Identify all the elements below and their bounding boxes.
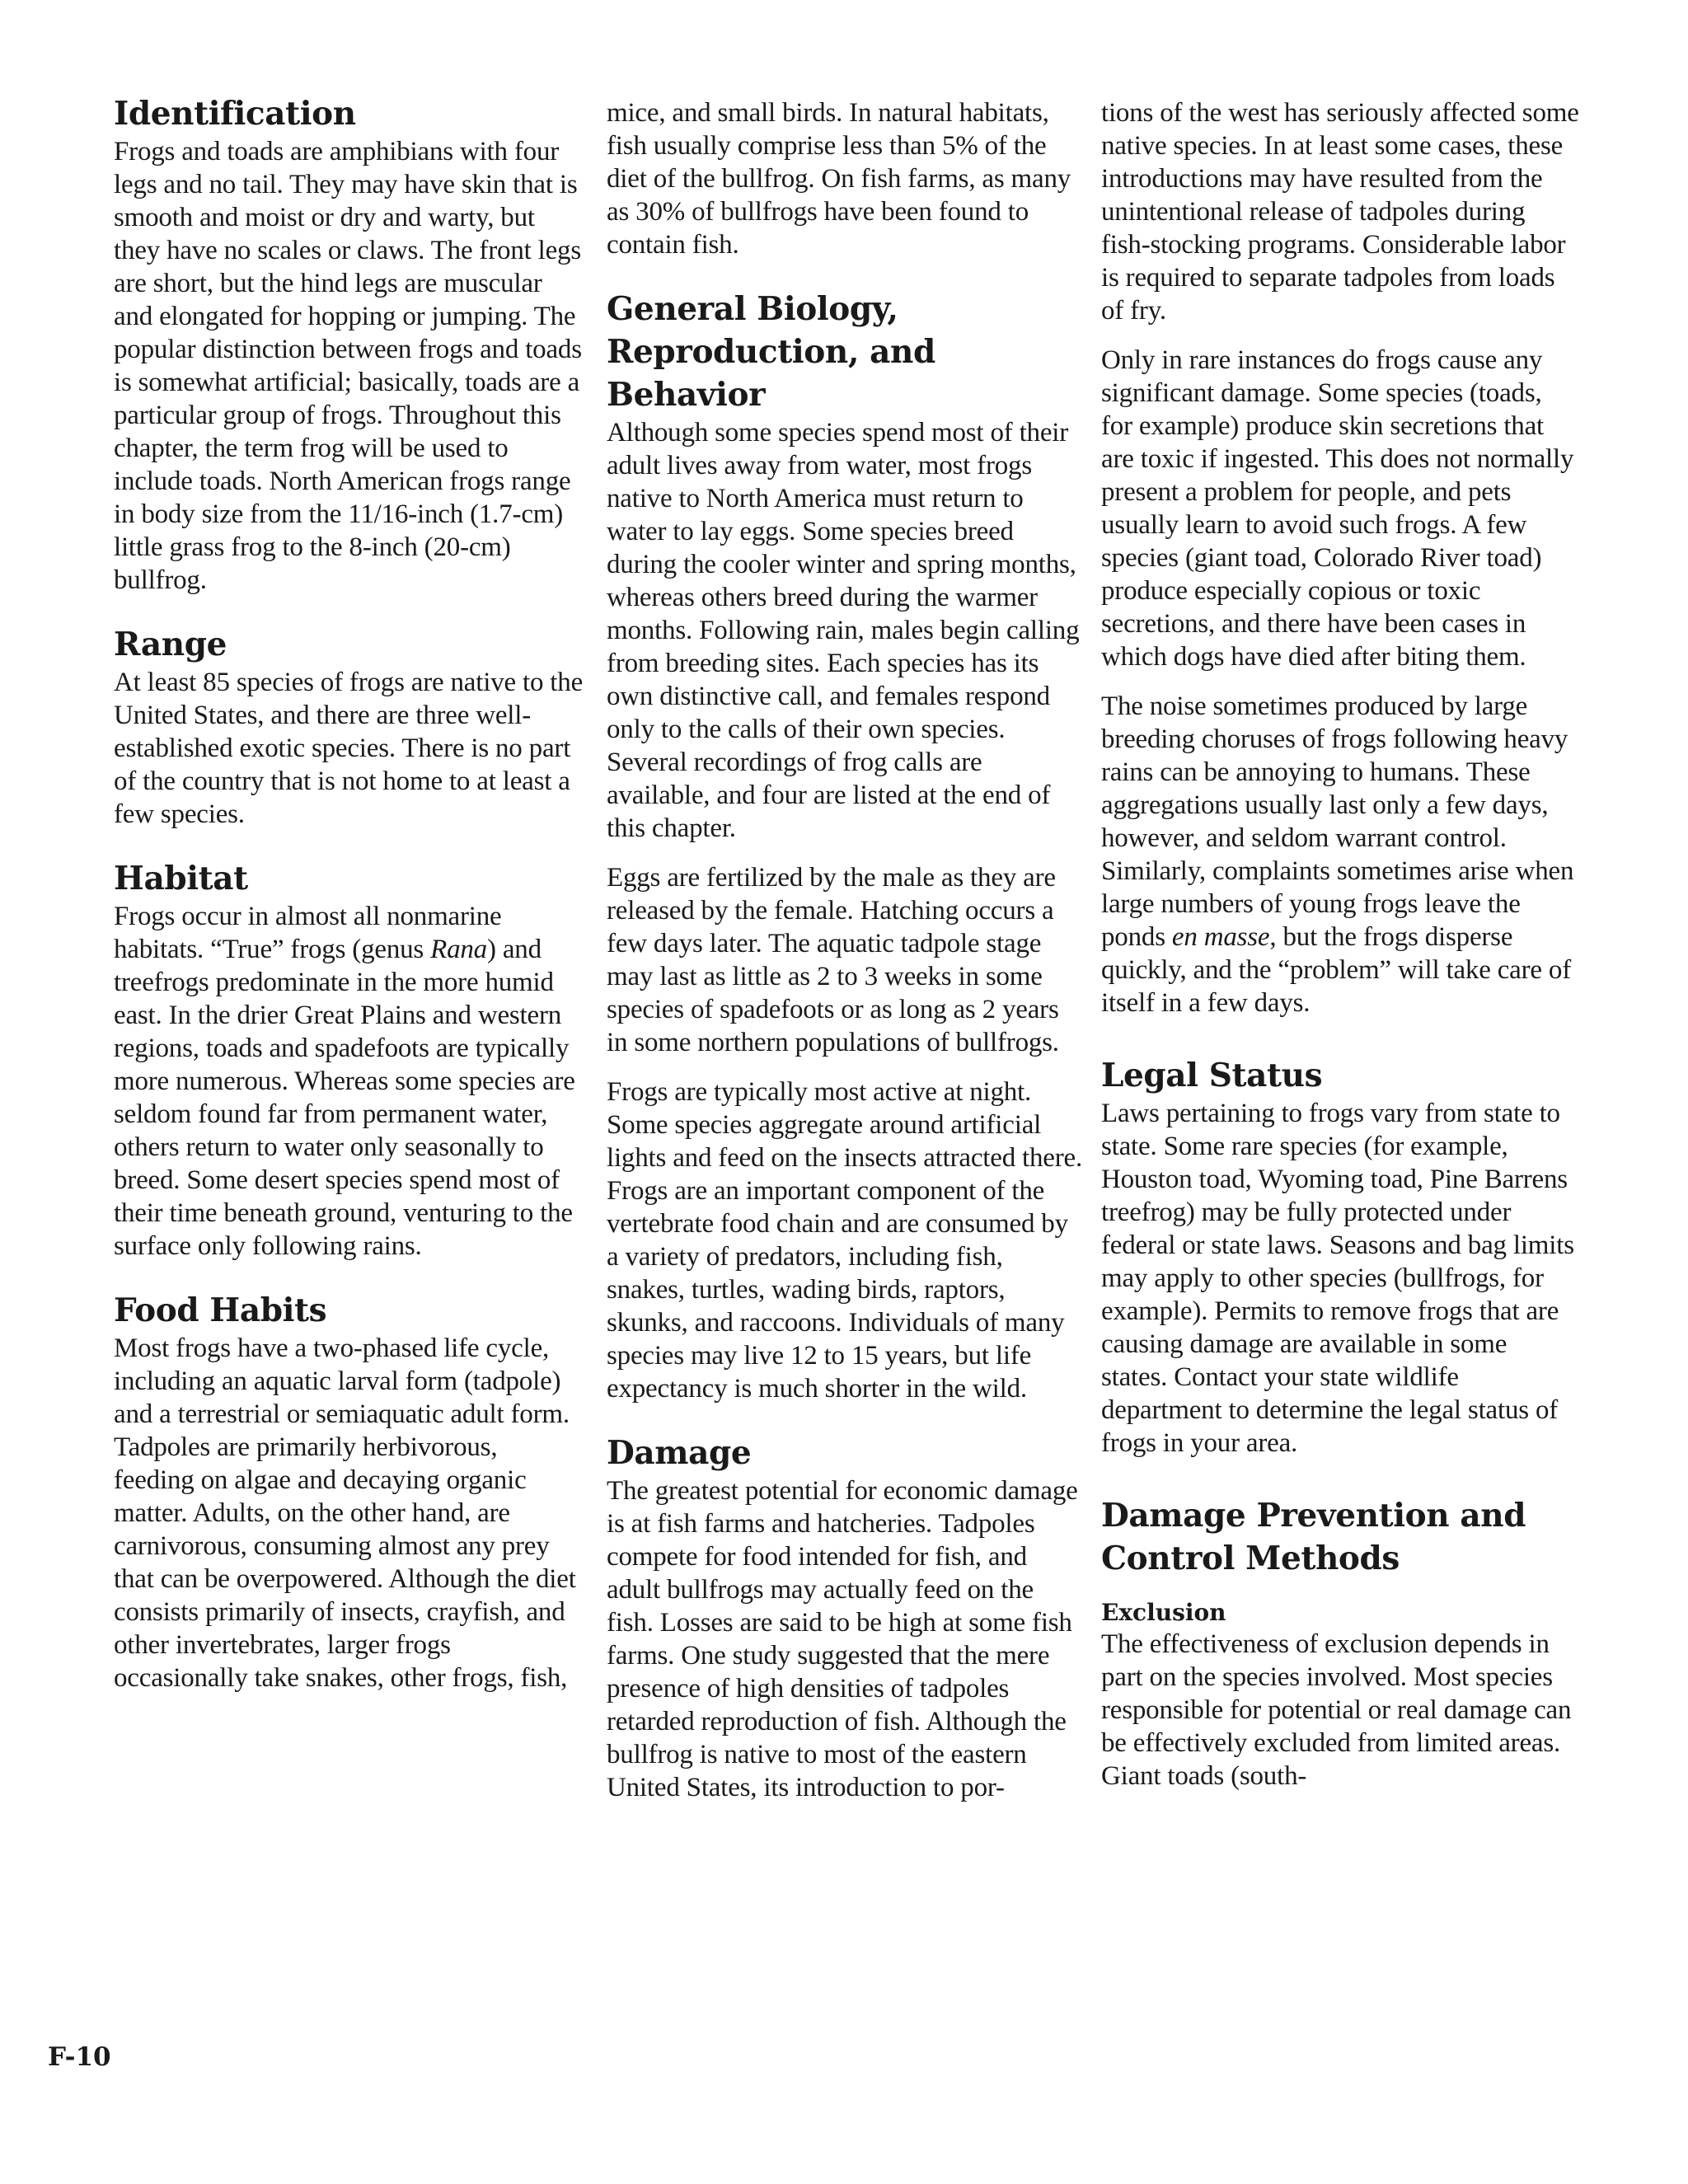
damage-paragraph-2: Only in rare instances do frogs cause any significant damage. Some species (toads, for example) produce skin secretions that are toxic if ingested. This does not normally present a problem for people, and pets usually learn to avoid such frogs. A few species (giant toad, Colorado River toad) produce especially copious or toxic secretions, and there have been cases in which dogs have died after biting them. — [1101, 345, 1574, 672]
column-2 — [607, 96, 1085, 1804]
heading-damage-prevention: Damage Prevention and Control Methods — [1101, 1497, 1526, 1577]
food-habits-text-col1: Most frogs have a two-phased life cycle, including an aquatic larval form (tadpole) and a terrestrial or semiaquatic adult form. Tadpoles are primarily herbivorous, feeding on algae and decaying organic matter. Adults, on the other hand, are carnivorous, consuming almost any prey that can be overpowered. Although the diet consists primarily of insects, crayfish, and other invertebrates, larger frogs occasionally take snakes, other frogs, fish, — [114, 1333, 576, 1693]
heading-general-biology: General Biology, Reproduction, and Behavior — [607, 290, 935, 414]
heading-range: Range — [114, 626, 227, 663]
section-identification — [114, 92, 584, 597]
exclusion-text: The effectiveness of exclusion depends in part on the species involved. Most species responsible for potential or real damage can be effectively excluded from limited areas. Giant toads (south- — [1101, 1629, 1572, 1791]
habitat-text: Frogs occur in almost all nonmarine habitats. “True” frogs (genus Rana) and treefrogs predominate in the more humid east. In the drier Great Plains and western regions, toads and spadefoots are typically more numerous. Whereas some species are seldom found far from permanent water, others return to water only seasonally to breed. Some desert species spend most of their time beneath ground, venturing to the surface only following rains. — [114, 902, 575, 1261]
section-food-habits — [114, 1289, 584, 1694]
page-number: F-10 — [48, 2042, 111, 2072]
subheading-exclusion: Exclusion — [1101, 1599, 1226, 1626]
range-text: At least 85 species of frogs are native to the United States, and there are three well-established exotic species. There is no part of the country that is not home to at least a few species. — [114, 668, 584, 829]
column-3 — [1101, 96, 1579, 1793]
general-biology-paragraph: Frogs are typically most active at night. Some species aggregate around artificial lights and feed on the insects attracted there. Frogs are an important component of the vertebrate food chain and are consumed by a variety of predators, including fish, snakes, turtles, wading birds, raptors, skunks, and raccoons. Individuals of many species may live 12 to 15 years, but life expectancy is much shorter in the wild. — [607, 1077, 1083, 1404]
heading-habitat: Habitat — [114, 860, 248, 898]
section-general-biology — [607, 288, 1085, 1405]
damage-text-col2: The greatest potential for economic damage is at fish farms and hatcheries. Tadpoles compete for food intended for fish, and adult bullfrogs may actually feed on the fish. Losses are said to be high at some fish farms. One study suggested that the mere presence of high densities of tadpoles retarded reproduction of fish. Although the bullfrog is native to most of the eastern United States, its introduction to por- — [607, 1476, 1078, 1802]
section-range — [114, 623, 584, 831]
general-biology-paragraph: Eggs are fertilized by the male as they are released by the female. Hatching occurs a few days later. The aquatic tadpole stage may last as little as 2 to 3 weeks in some species of spadefoots or as long as 2 years in some northern populations of bullfrogs. — [607, 863, 1059, 1057]
damage-paragraph-3: The noise sometimes produced by large breeding choruses of frogs following heavy rains can be annoying to humans. These aggregations usually last only a few days, however, and seldom warrant control. Similarly, complaints sometimes arise when large numbers of young frogs leave the ponds en masse, but the frogs disperse quickly, and the “problem” will take care of itself in a few days. — [1101, 691, 1574, 1018]
section-damage — [607, 1432, 1085, 1804]
damage-text-col3: tions of the west has seriously affected some native species. In at least some cases, these introductions may have resulted from the unintentional release of tadpoles during fish-stocking programs. Considerable labor is required to separate tadpoles from loads of fry. — [1101, 98, 1579, 326]
heading-food-habits: Food Habits — [114, 1291, 327, 1329]
section-damage-prevention — [1101, 1494, 1579, 1793]
food-habits-text-col2: mice, and small birds. In natural habitats, fish usually comprise less than 5% of the diet of the bullfrog. On fish farms, as many as 30% of bullfrogs have been found to contain fish. — [607, 98, 1071, 260]
heading-identification: Identification — [114, 95, 356, 133]
general-biology-paragraph: Although some species spend most of their adult lives away from water, most frogs native to North America must return to water to lay eggs. Some species breed during the cooler winter and spring months, whereas others breed during the warmer months. Following rain, males begin calling from breeding sites. Each species has its own distinctive call, and females respond only to the calls of their own species. Several recordings of frog calls are available, and four are listed at the end of this chapter. — [607, 418, 1080, 843]
identification-text: Frogs and toads are amphibians with four legs and no tail. They may have skin that is smooth and moist or dry and warty, but they have no scales or claws. The front legs are short, but the hind legs are muscular and elongated for hopping or jumping. The popular distinction between frogs and toads is somewhat artificial; basically, toads are a particular group of frogs. Throughout this chapter, the term frog will be used to include toads. North American frogs range in body size from the 11/16-inch (1.7-cm) little grass frog to the 8-inch (20-cm) bullfrog. — [114, 137, 582, 595]
column-1 — [114, 92, 584, 1694]
genus-rana: Rana — [430, 935, 487, 964]
legal-status-text: Laws pertaining to frogs vary from state to state. Some rare species (for example, Houston toad, Wyoming toad, Pine Barrens treefrog) may be fully protected under federal or state laws. Seasons and bag limits may apply to other species (bullfrogs, for example). Permits to remove frogs that are causing damage are available in some states. Contact your state wildlife department to determine the legal status of frogs in your area. — [1101, 1099, 1574, 1458]
section-legal-status — [1101, 1054, 1579, 1460]
heading-legal-status: Legal Status — [1101, 1057, 1323, 1094]
section-habitat — [114, 857, 584, 1263]
heading-damage: Damage — [607, 1434, 752, 1472]
en-masse-italic: en masse — [1171, 922, 1270, 952]
